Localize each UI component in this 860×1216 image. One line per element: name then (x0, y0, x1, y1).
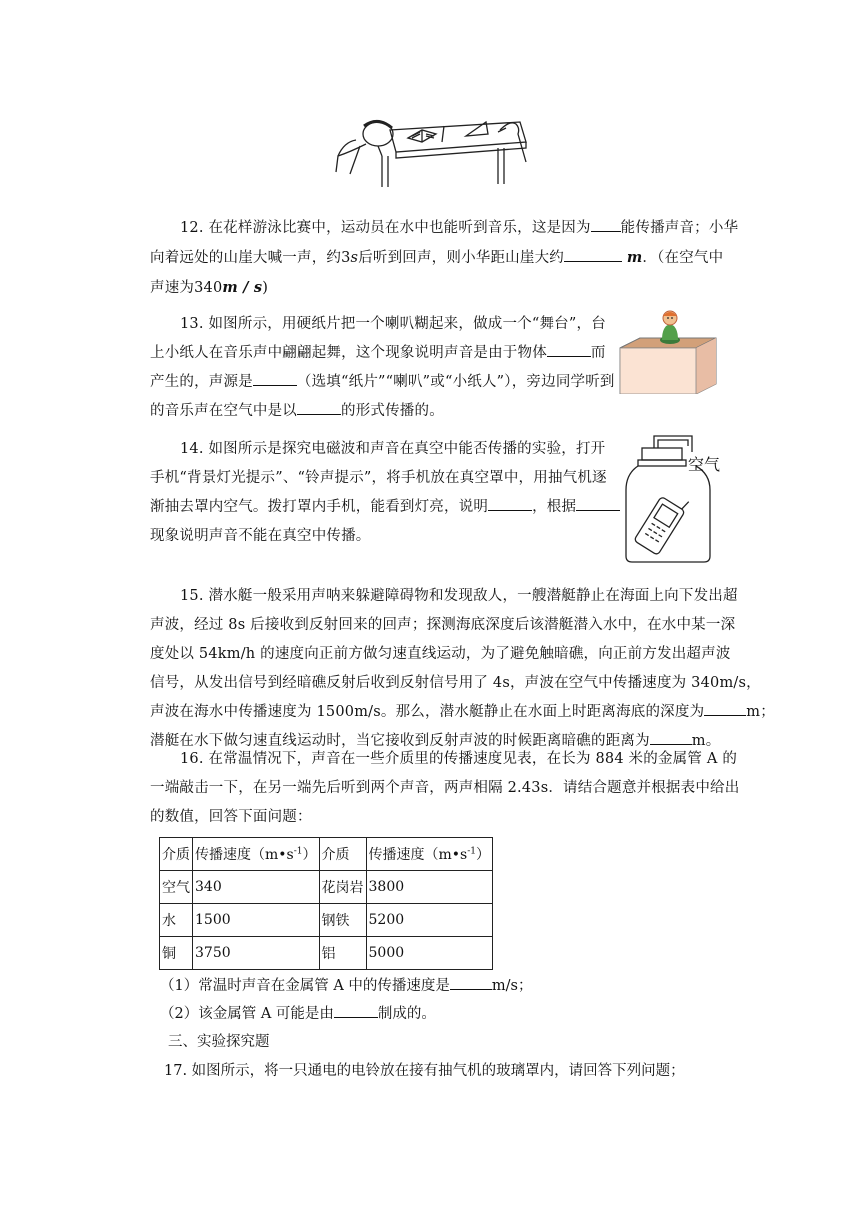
q12-line-1: 12. 在花样游泳比赛中，运动员在水中也能听到音乐，这是因为 能传播声音；小华 (150, 214, 720, 243)
q15-line-1: 15. 潜水艇一般采用声呐来躲避障碍物和发现敌人，一艘潜艇静止在海面上向下发出超 (180, 588, 738, 604)
question-14 (150, 435, 607, 551)
q14-line-3: 渐抽去罩内空气。拨打罩内手机，能看到灯亮，说明 ，根据 (150, 493, 595, 522)
q13-line-4: 的音乐声在空气中是以 的形式传播的。 (150, 397, 595, 426)
q15-line-5: 声波在海水中传播速度为 1500m/s。那么，潜水艇静止在水面上时距离海底的深度为 m； (150, 698, 730, 727)
q14-line-1: 14. 如图所示是探究电磁波和声音在真空中能否传播的实验，打开 (180, 441, 606, 457)
answer-blank[interactable] (591, 216, 621, 232)
sound-speed-table (159, 837, 493, 970)
vacuum-jar-figure (620, 430, 720, 564)
answer-blank[interactable] (334, 1002, 378, 1018)
answer-blank[interactable] (704, 700, 746, 716)
q15-line-3: 度处以 54km/h 的速度向正前方做匀速直线运动，为了避免触暗礁，向正前方发出超声波 (150, 646, 731, 662)
q13-line-1: 13. 如图所示，用硬纸片把一个喇叭糊起来，做成一个“舞台”，台 (180, 316, 606, 332)
answer-blank[interactable] (650, 729, 692, 745)
q15-line-2: 声波，经过 8s 后接收到反射回来的回声；探测海底深度后该潜艇潜入水中，在水中某一深 (150, 617, 736, 633)
q15-line-4: 信号，从发出信号到经暗礁反射后收到反射信号用了 4s，声波在空气中传播速度为 340m/s， (150, 675, 761, 691)
section-heading: 三、实验探究题 (168, 1034, 270, 1050)
q15-line-6: 潜艇在水下做匀速直线运动时，当它接收到反射声波的时候距离暗礁的距离为 m。 (150, 727, 730, 756)
answer-blank[interactable] (450, 974, 492, 990)
answer-blank[interactable] (297, 399, 341, 415)
air-label: 空气 (688, 455, 721, 474)
q14-line-2: 手机“背景灯光提示”、“铃声提示”，将手机放在真空罩中，用抽气机逐 (150, 470, 607, 486)
answer-blank[interactable] (488, 495, 532, 511)
desk-listening-figure (330, 112, 530, 188)
paper-stage-figure (618, 306, 718, 394)
q12-line-3: 声速为340m / s) (150, 279, 269, 296)
question-13 (150, 310, 615, 426)
answer-blank[interactable] (576, 495, 620, 511)
q12-line-2: 向着远处的山崖大喊一声，约3s后听到回声，则小华距山崖大约 m．（在空气中 (150, 243, 720, 273)
answer-blank[interactable] (547, 341, 591, 357)
q16-sub-1: （1）常温时声音在金属管 A 中的传播速度是 m/s； (160, 974, 533, 995)
table-header-row: 介质 传播速度$(m•s^{-1})$ 介质 传播速度$(m•s^{-1})$ (160, 838, 493, 871)
q16-line-3: 的数值，回答下面问题： (150, 809, 312, 825)
answer-blank[interactable] (253, 370, 297, 386)
question-16 (150, 745, 740, 832)
answer-blank[interactable] (564, 246, 622, 262)
q14-line-4: 现象说明声音不能在真空中传播。 (150, 528, 371, 544)
question-15 (150, 582, 775, 756)
table-row: 水 1500 钢铁 5200 (160, 904, 493, 937)
table-row: 空气 340 花岗岩 3800 (160, 871, 493, 904)
q13-line-2: 上小纸人在音乐声中翩翩起舞，这个现象说明声音是由于物体 而 (150, 339, 595, 368)
q16-line-1: 16. 在常温情况下，声音在一些介质里的传播速度见表，在长为 884 米的金属管 A 的 (180, 751, 738, 767)
q16-line-2: 一端敲击一下，在另一端先后听到两个声音，两声相隔 2.43s．请结合题意并根据表中给出 (150, 780, 740, 796)
q16-sub-2: （2）该金属管 A 可能是由 制成的。 (160, 1002, 436, 1023)
question-17: 17. 如图所示，将一只通电的电铃放在接有抽气机的玻璃罩内，请回答下列问题； (164, 1063, 685, 1079)
question-12 (150, 214, 739, 303)
table-row: 铜 3750 铝 5000 (160, 937, 493, 970)
q13-line-3: 产生的，声源是 （选填“纸片”“喇叭”或“小纸人”），旁边同学听到 (150, 368, 595, 397)
